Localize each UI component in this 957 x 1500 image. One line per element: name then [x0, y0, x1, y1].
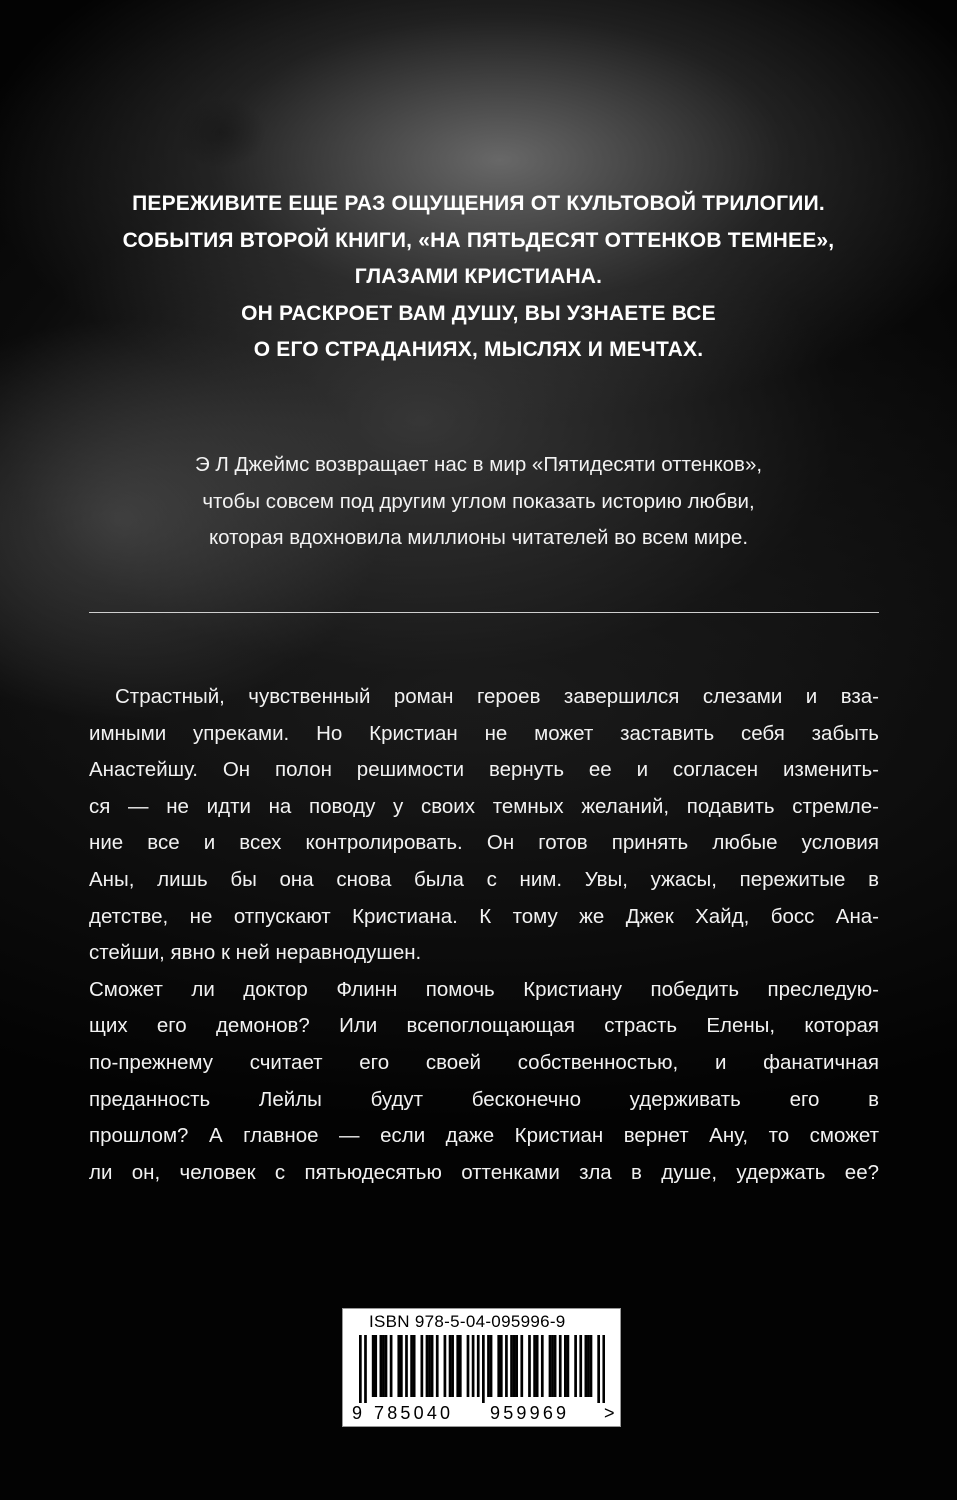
intro-line: СОБЫТИЯ ВТОРОЙ КНИГИ, «НА ПЯТЬДЕСЯТ ОТТЕНКОВ ТЕМНЕЕ», [122, 228, 835, 252]
barcode-bar [397, 1335, 400, 1397]
author-blurb [40, 447, 917, 557]
barcode-bar [459, 1335, 462, 1397]
barcode-bar [421, 1335, 424, 1397]
barcode-bar [551, 1335, 554, 1397]
blurb-line: чтобы совсем под другим углом показать историю любви, [202, 489, 755, 513]
barcode-bar [533, 1335, 536, 1397]
barcode-bar [510, 1335, 513, 1397]
barcode-bar [426, 1335, 429, 1397]
barcode-digit-group-left: 785040 [374, 1403, 454, 1423]
barcode-bar [390, 1335, 393, 1397]
barcode-bar [554, 1335, 557, 1397]
barcode-bar [597, 1335, 600, 1403]
barcode-bar [436, 1335, 439, 1397]
synopsis-line: ся — не идти на поводу у своих темных желаний, подавить стремле- [89, 794, 879, 818]
synopsis-line: ние все и всех контролировать. Он готов принять любые условия [89, 831, 879, 855]
barcode-bar [467, 1335, 470, 1397]
barcode-bar [567, 1335, 570, 1397]
barcode-bar [449, 1335, 452, 1397]
barcode-bar [505, 1335, 508, 1397]
barcode-bar [515, 1335, 518, 1397]
barcode-bar [602, 1335, 605, 1403]
divider-line [89, 612, 879, 613]
barcode-bar [380, 1335, 383, 1397]
barcode-bar [585, 1335, 588, 1397]
barcode-bar [400, 1335, 403, 1397]
barcode-bar [513, 1335, 516, 1397]
synopsis-line: прошлом? А главное — если даже Кристиан вернет Ану, то сможет [89, 1124, 879, 1148]
barcode-bar [413, 1335, 416, 1397]
synopsis-line: Страстный, чувственный роман героев завершился слезами и вза- [115, 685, 879, 708]
barcode-bar [549, 1335, 552, 1397]
synopsis-line: имными упреками. Но Кристиан не может заставить себя забыть [89, 721, 879, 745]
barcode-bar [410, 1335, 413, 1397]
barcode-digit-suffix: > [604, 1403, 615, 1423]
barcode-bar [564, 1335, 567, 1397]
synopsis-line: Аны, лишь бы она снова была с ним. Увы, ужасы, пережитые в [89, 867, 879, 891]
barcode-digit-group-right: 959969 [490, 1403, 570, 1423]
synopsis-line: Сможет ли доктор Флинн помочь Кристиану победить преследую- [89, 977, 879, 1001]
barcode-bar [497, 1335, 500, 1397]
isbn-barcode [342, 1308, 621, 1427]
synopsis-line: Анастейшу. Он полон решимости вернуть ее и согласен изменить- [89, 758, 879, 782]
barcode-bar [587, 1335, 590, 1397]
barcode-digit-prefix: 9 [352, 1403, 363, 1423]
synopsis-line: ли он, человек с пятьюдесятью оттенками зла в душе, удержать ее? [89, 1160, 879, 1184]
barcode-bar [590, 1335, 593, 1397]
intro-line: О ЕГО СТРАДАНИЯХ, МЫСЛЯХ И МЕЧТАХ. [253, 338, 704, 361]
barcode-bar [487, 1335, 490, 1397]
barcode-bar [444, 1335, 447, 1397]
barcode-bar [364, 1335, 367, 1403]
barcode-bar [528, 1335, 531, 1397]
synopsis-line: по-прежнему считает его своей собственностью, и фанатичная [89, 1050, 879, 1074]
intro-line: ГЛАЗАМИ КРИСТИАНА. [354, 265, 603, 288]
barcode-bar [374, 1335, 377, 1397]
barcode-bar [574, 1335, 577, 1397]
barcode-bar [536, 1335, 539, 1397]
background-smudge [176, 98, 266, 168]
barcode-bar [500, 1335, 503, 1397]
barcode-bar [385, 1335, 388, 1397]
barcode-bar [579, 1335, 582, 1397]
barcode-bar [428, 1335, 431, 1397]
barcode-bar [451, 1335, 454, 1397]
intro-line: ОН РАСКРОЕТ ВАМ ДУШУ, ВЫ УЗНАЕТЕ ВСЕ [241, 301, 716, 325]
barcode-bar [382, 1335, 385, 1397]
barcode-bar [559, 1335, 562, 1397]
barcode-bar [431, 1335, 434, 1397]
barcode-bar [520, 1335, 523, 1397]
barcode-bar [472, 1335, 475, 1397]
synopsis-line: щих его демонов? Или всепоглощающая страсть Елены, которая [89, 1014, 879, 1038]
barcode-bar [359, 1335, 362, 1403]
synopsis-line: преданность Лейлы будут бесконечно удерживать его в [89, 1087, 879, 1111]
barcode-bar [477, 1335, 480, 1397]
barcode-bar [490, 1335, 493, 1397]
intro-block [60, 186, 897, 369]
blurb-line: Э Л Джеймс возвращает нас в мир «Пятидесяти оттенков», [194, 453, 763, 476]
synopsis-line: стейши, явно к ней неравнодушен. [89, 941, 422, 965]
synopsis-line: детстве, не отпускают Кристиана. К тому же Джек Хайд, босс Ана- [89, 904, 879, 928]
barcode-bars [359, 1335, 605, 1403]
intro-line: ПЕРЕЖИВИТЕ ЕЩЕ РАЗ ОЩУЩЕНИЯ ОТ КУЛЬТОВОЙ ТРИЛОГИИ. [132, 192, 825, 215]
isbn-label: ISBN 978-5-04-095996-9 [369, 1312, 566, 1331]
barcode-bar [405, 1335, 408, 1397]
blurb-line: которая вдохновила миллионы читателей во всем мире. [208, 526, 749, 549]
barcode-bar [482, 1335, 485, 1403]
synopsis-block [89, 679, 879, 1191]
barcode-bar [372, 1335, 375, 1397]
barcode-bar [456, 1335, 459, 1397]
barcode-bar [541, 1335, 544, 1397]
